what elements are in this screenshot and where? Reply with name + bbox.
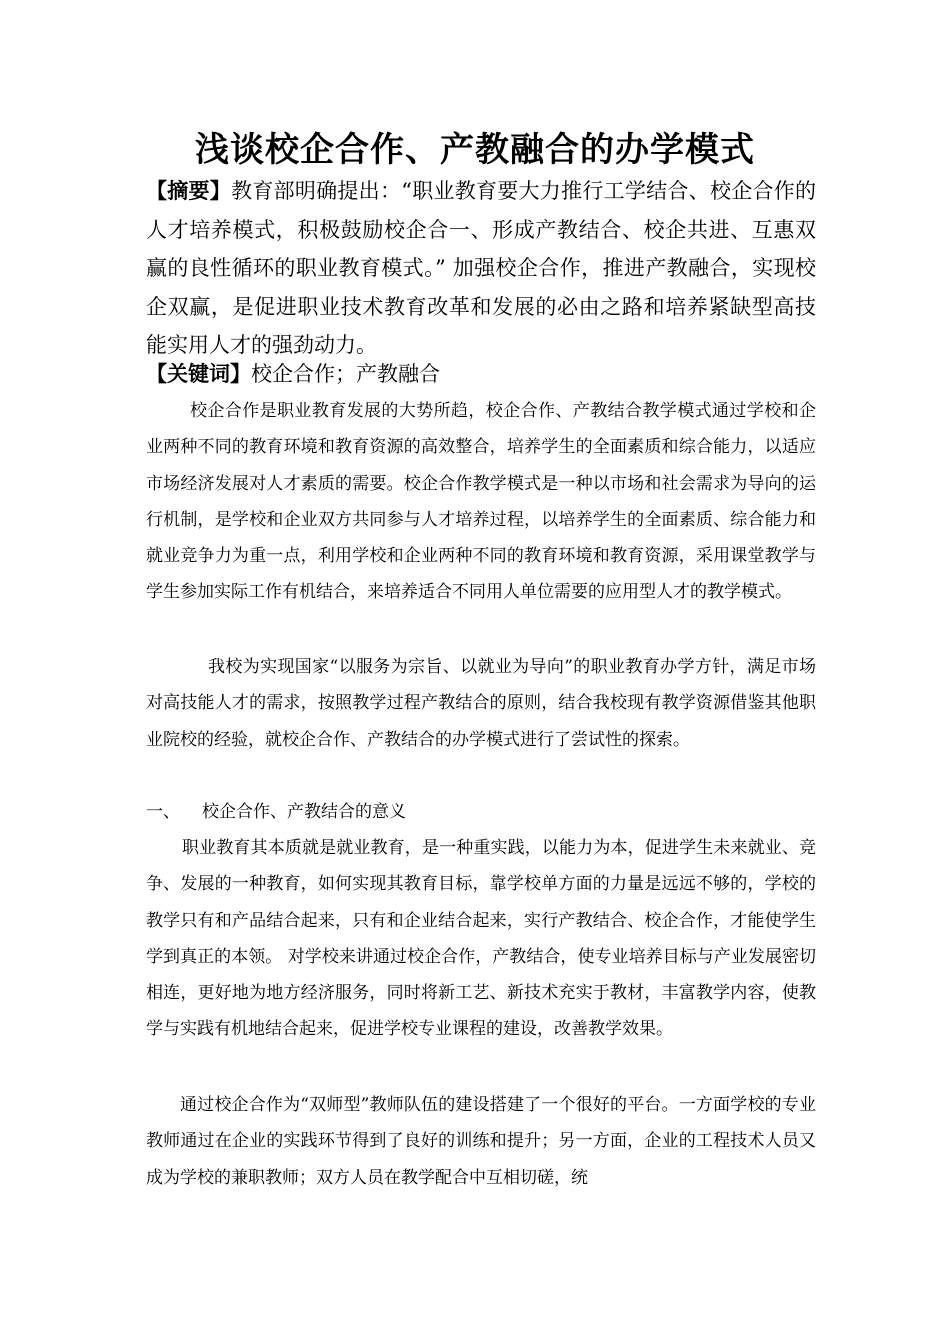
- section-title: 校企合作、产教结合的意义: [202, 802, 406, 822]
- abstract-label: 【摘要】: [146, 179, 232, 203]
- keywords-text: 校企合作；产教融合: [251, 362, 440, 386]
- body-paragraph-3: 职业教育其本质就是就业教育，是一种重实践，以能力为本，促进学生未来就业、竞争、发展的一种教育，如何实现其教育目标，靠学校单方面的力量是远远不够的，学校的教学只有和产品结合起来，只有和企业结合起来，实行产教结合、校企合作，才能使学生学到真正的本领。 对学校来讲通过校企合作，产教结合，使专业培养目标与产业发展密切相连，更好地为地方经济服务，同时将新工艺、新技术充实于教材，丰富教学内容，使教学与实践有机地结合起来，促进学校专业课程的建设，改善教学效果。: [146, 838, 816, 1040]
- abstract-text: 教育部明确提出：“职业教育要大力推行工学结合、校企合作的人才培养模式，积极鼓励校企合一、形成产教结合、校企共进、互惠双赢的良性循环的职业教育模式。” 加强校企合作，推进产教融合，实现校企双赢，是促进职业技术教育改革和发展的必由之路和培养紧缺型高技能实用人才的强劲动力。: [146, 179, 817, 357]
- keywords-label: 【关键词】: [146, 362, 251, 386]
- body-paragraph-2: 我校为实现国家“以服务为宗旨、以就业为导向”的职业教育办学方针，满足市场对高技能人才的需求，按照教学过程产教结合的原则，结合我校现有教学资源借鉴其他职业院校的经验，就校企合作、产教结合的办学模式进行了尝试性的探索。: [146, 657, 816, 750]
- keywords-line: [146, 356, 816, 392]
- body-paragraph-1: 校企合作是职业教育发展的大势所趋，校企合作、产教结合教学模式通过学校和企业两种不同的教育环境和教育资源的高效整合，培养学生的全面素质和综合能力，以适应市场经济发展对人才素质的需要。校企合作教学模式是一种以市场和社会需求为导向的运行机制，是学校和企业双方共同参与人才培养过程，以培养学生的全面素质、综合能力和就业竞争力为重一点，利用学校和企业两种不同的教育环境和教育资源，采用课堂教学与学生参加实际工作有机结合，来培养适合不同用人单位需要的应用型人才的教学模式。: [146, 401, 816, 603]
- body-paragraph-4: 通过校企合作为“双师型”教师队伍的建设搭建了一个很好的平台。一方面学校的专业教师通过在企业的实践环节得到了良好的训练和提升；另一方面，企业的工程技术人员又成为学校的兼职教师；双方人员在教学配合中互相切磋，统: [146, 1095, 816, 1188]
- document-title: 浅谈校企合作、产教融合的办学模式: [195, 130, 755, 170]
- abstract-paragraph: [146, 172, 816, 365]
- section-number: 一、: [146, 802, 180, 822]
- section-heading-1: [146, 794, 816, 830]
